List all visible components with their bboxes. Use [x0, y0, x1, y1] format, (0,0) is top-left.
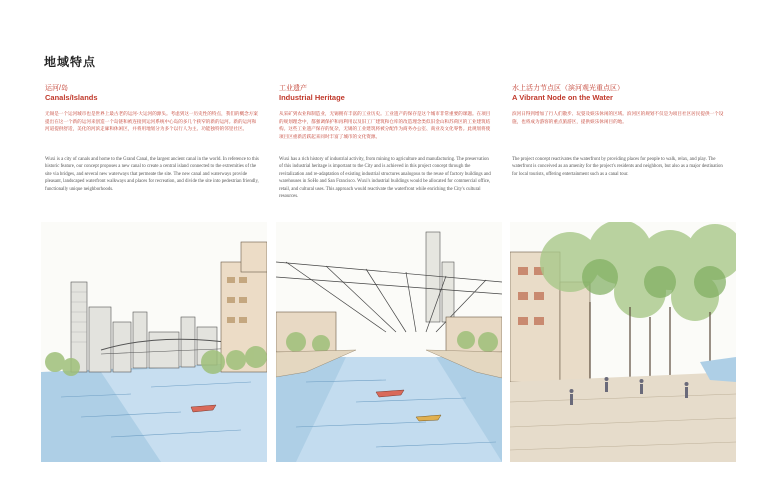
sketch-industrial: [276, 222, 502, 462]
section-body-en: Wuxi is a city of canals and home to the Grand Canal, the largest ancient canal in the world. In reference to this historic feature, our concept proposes a new canal to create a central island connected to the extremities of the site via bridges, and several new waterways that permeate the site. The new canal and waterways provide pleasant, landscaped waterfront walkways and places for recreation, and divide the site into pedestrian friendly, functionally unique neighborhoods.: [45, 157, 259, 192]
section-heading-en: Canals/Islands: [45, 93, 98, 102]
section-canals-islands: [45, 84, 259, 192]
section-heading-cn: 水上活力节点区（滨河观光重点区）: [512, 85, 624, 92]
section-body-en: Wuxi has a rich history of industrial activity, from mining to agriculture and manufacturing. The preservation of this industrial heritage is important to the City and is achieved in this project concept through the revitalization and re-adaptation of existing industrial structures analogous to the reuse of factory buildings and warehouses in SoHo and San Francisco. Wuxi's industrial buildings would be allocated for commercial office, retail, and cultural uses. This approach would reactivate the waterfront while enriching the City's cultural resources.: [279, 157, 491, 200]
section-industrial-heritage: [279, 84, 493, 200]
section-body-cn: 从采矿到农业和制造业，无锡拥有丰富的工业历史。工业遗产的保存是这个城市非常重要的课题。在项目的规划理念中，都强调保护和再利用以及旧工厂建筑和仓库的改造理念类似旧金山和苏荷区的工业建筑结构。这些工业遗产保存的复杂，无锡的工业建筑将被分配作为商务办公室、商业及文化零售。此规划将使项目区重新活跃起来同时丰富了城市的文化资源。: [279, 111, 491, 139]
sketch-canals: [41, 222, 267, 462]
section-heading-en: A Vibrant Node on the Water: [512, 93, 613, 102]
sketch-waterfront: [510, 222, 736, 462]
section-heading-cn: 工业遗产: [279, 85, 307, 92]
section-body-cn: 滨河日得到增加了行人们散步、玩耍及娱乐休闲的区域。滨河区的规划不仅是为项目社区居民提供一个设施，也将成为游客的重点旅游区，提供娱乐休闲目的地。: [512, 111, 724, 124]
section-body-en: The project concept reactivates the waterfront by providing places for people to walk, relax, and play. The waterfront is conceived as an amenity for the project's residents and neighbors, but also as a major destination for local tourists, offering entertainment such as a canal tour.: [512, 157, 723, 177]
page-title: 地域特点: [44, 55, 97, 69]
section-heading-en: Industrial Heritage: [279, 93, 345, 102]
section-vibrant-node: [512, 84, 726, 177]
section-heading-cn: 运河/岛: [45, 85, 68, 92]
section-body-cn: 无锡是一个运河城市也是世界上最古老的运河-大运河的源头。考虑到这一历史性的特点，我们的概念方案提出在这一个新的运河来创造一个岛链和被连接到运河系统中心岛的多几个狭窄的新的运河。新的运河和河道提供舒适，美化的河滨走廊和休闲区，并将用地划分为多个以行人为主、功能独特的邻里社区。: [45, 111, 258, 132]
